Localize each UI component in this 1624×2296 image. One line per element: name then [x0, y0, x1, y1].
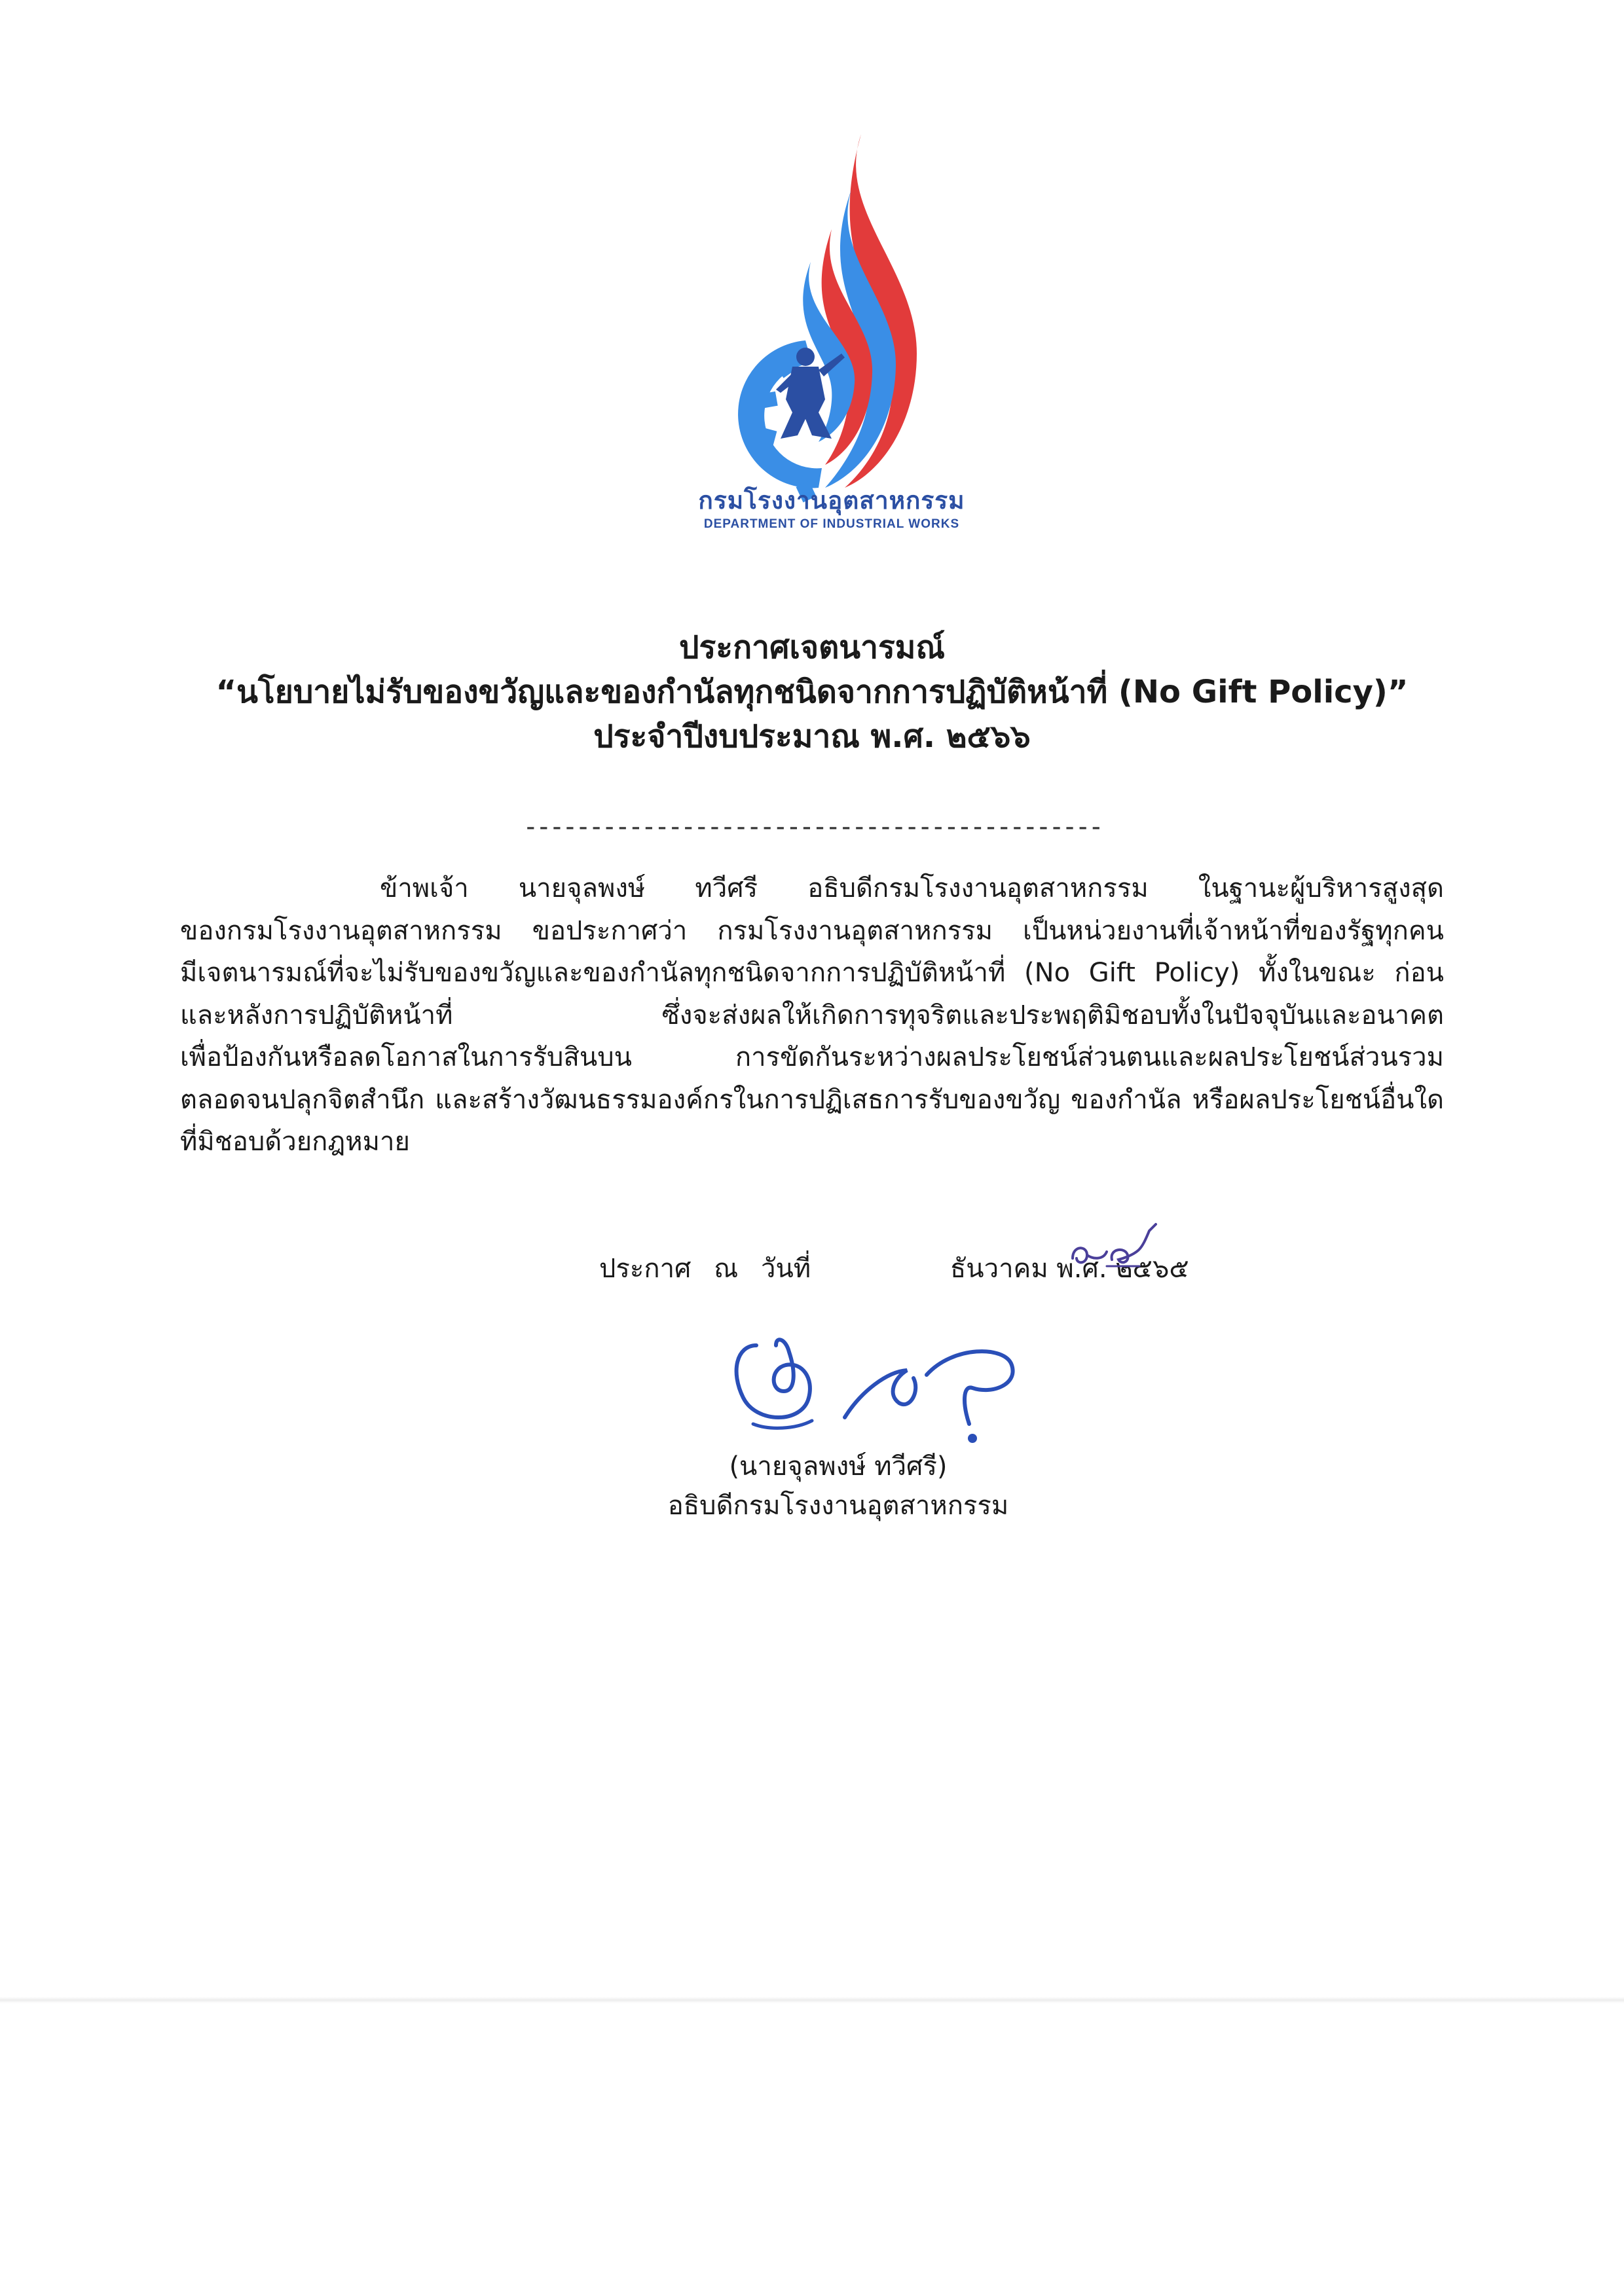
- title-line-2: “นโยบายไม่รับของขวัญและของกำนัลทุกชนิดจากการปฏิบัติหน้าที่ (No Gift Policy)”: [215, 674, 1409, 710]
- announce-day-label: วันที่: [760, 1254, 811, 1284]
- body-line-7: ที่มิชอบด้วยกฎหมาย: [180, 1127, 410, 1157]
- document-title: [157, 625, 1467, 759]
- logo-org-name-th: กรมโรงงานอุตสาหกรรม: [698, 486, 965, 515]
- separator-line: --------------------------------------------: [523, 812, 1101, 842]
- signer-block: [655, 1447, 1022, 1525]
- logo-org-name-en: DEPARTMENT OF INDUSTRIAL WORKS: [703, 517, 960, 531]
- announce-at: ณ: [714, 1254, 739, 1284]
- signer-name: (นายจุลพงษ์ ทวีศรี): [729, 1451, 948, 1482]
- announce-year: พ.ศ. ๒๕๖๕: [1056, 1254, 1189, 1284]
- body-line-3: มีเจตนารมณ์ที่จะไม่รับของขวัญและของกำนัลทุกชนิดจากการปฏิบัติหน้าที่ (No Gift Policy) ทั้งในขณะ ก่อน: [180, 958, 1444, 988]
- signer-position: อธิบดีกรมโรงงานอุตสาหกรรม: [667, 1491, 1009, 1521]
- handwritten-day-mark: [1067, 1219, 1179, 1278]
- scan-artifact-streak: [0, 1997, 1624, 2003]
- body-line-6: ตลอดจนปลุกจิตสำนึก และสร้างวัฒนธรรมองค์กรในการปฏิเสธการรับของขวัญ ของกำนัล หรือผลประโยชน์อื่นใด: [180, 1084, 1444, 1115]
- title-line-1: ประกาศเจตนารมณ์: [679, 629, 945, 666]
- announce-prefix: ประกาศ: [599, 1254, 692, 1284]
- title-line-3: ประจำปีงบประมาณ พ.ศ. ๒๕๖๖: [593, 718, 1031, 755]
- body-line-5: เพื่อป้องกันหรือลดโอกาสในการรับสินบน การขัดกันระหว่างผลประโยชน์ส่วนตนและผลประโยชน์ส่วนรวม: [180, 1042, 1444, 1072]
- declaration-body: [180, 867, 1444, 1163]
- body-line-2: ของกรมโรงงานอุตสาหกรรม ขอประกาศว่า กรมโรงงานอุตสาหกรรม เป็นหน่วยงานที่เจ้าหน้าที่ของรัฐทุกคน: [180, 915, 1444, 946]
- body-line-4: และหลังการปฏิบัติหน้าที่ ซึ่งจะส่งผลให้เกิดการทุจริตและประพฤติมิชอบทั้งในปัจจุบันและอนาคต: [180, 1000, 1444, 1030]
- handwritten-day: [1067, 1219, 1179, 1278]
- signature: [730, 1326, 1051, 1450]
- body-line-1: ข้าพเจ้า นายจุลพงษ์ ทวีศรี อธิบดีกรมโรงงานอุตสาหกรรม ในฐานะผู้บริหารสูงสุด: [380, 873, 1444, 903]
- announce-month: ธันวาคม: [950, 1254, 1048, 1284]
- handwritten-signature: [730, 1326, 1051, 1450]
